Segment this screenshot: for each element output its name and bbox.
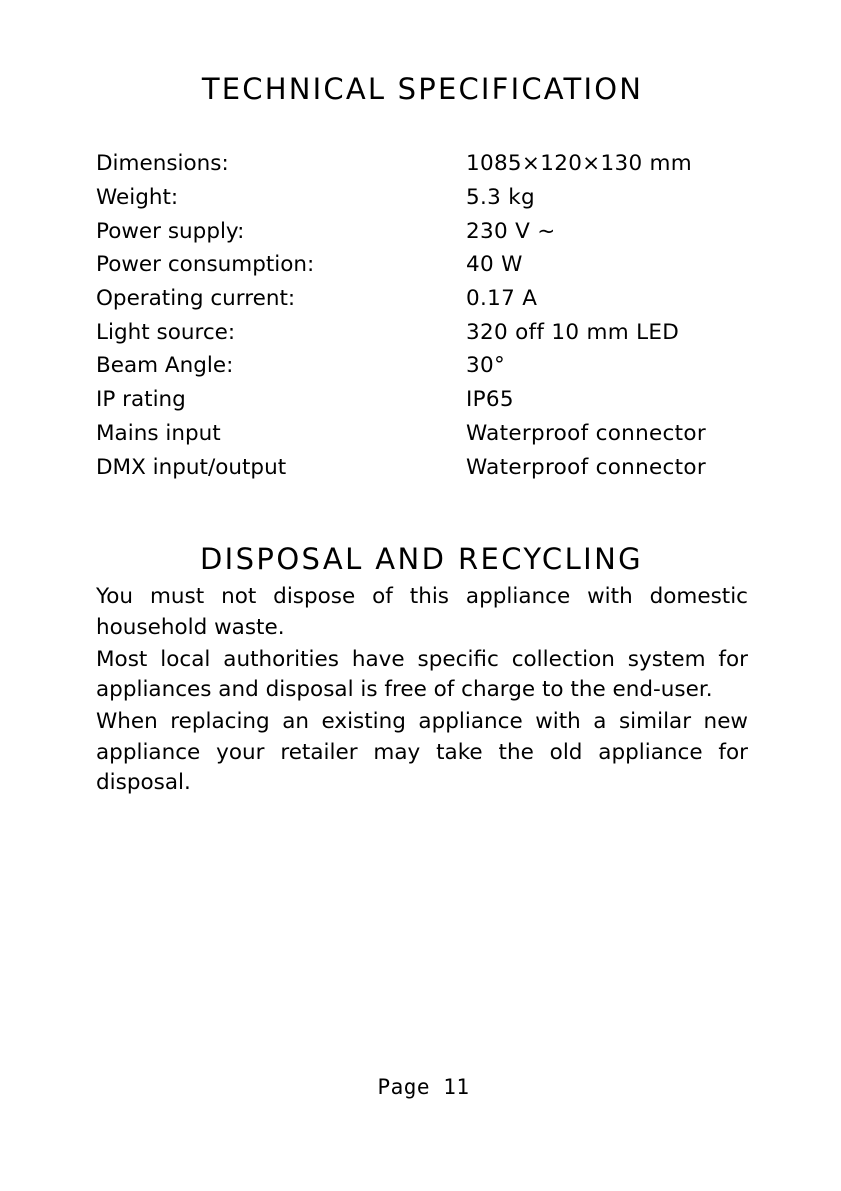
spec-label: Weight: [96,185,179,211]
spec-row [96,214,756,248]
spec-value: 230 V ~ [466,218,556,244]
disposal-heading: DISPOSAL AND RECYCLING [199,542,644,576]
disposal-paragraph: You must not dispose of this appliance with domestic household waste. [96,584,748,640]
spec-value: Waterproof connector [466,420,706,446]
disposal-paragraph: When replacing an existing appliance with a similar new appliance your retailer may take the old appliance for disposal. [96,709,748,795]
spec-heading: TECHNICAL SPECIFICATION [201,72,644,106]
spec-label: Power consumption: [96,252,315,278]
spec-value: 0.17 A [466,286,538,312]
spec-row [96,315,756,349]
spec-row [96,147,756,181]
spec-row [96,417,756,451]
spec-row [96,349,756,383]
spec-label: IP rating [96,387,186,413]
disposal-paragraph: Most local authorities have specific collection system for appliances and disposal is free of charge to the end-user. [96,646,748,702]
spec-label: Operating current: [96,286,296,312]
page-number: Page 11 [377,1075,470,1099]
spec-value: 30° [466,353,506,379]
spec-value: 5.3 kg [466,185,535,211]
spec-label: Dimensions: [96,151,229,177]
spec-row [96,383,756,417]
spec-label: DMX input/output [96,454,287,480]
spec-row [96,248,756,282]
spec-value: 40 W [466,252,523,278]
spec-row [96,450,756,484]
spec-value: IP65 [466,387,514,413]
spec-value: Waterproof connector [466,454,706,480]
spec-label: Power supply: [96,218,245,244]
spec-row [96,282,756,316]
spec-label: Light source: [96,319,236,345]
spec-value: 1085×120×130 mm [466,151,693,177]
spec-value: 320 off 10 mm LED [466,319,680,345]
disposal-body [96,582,748,800]
spec-label: Beam Angle: [96,353,234,379]
spec-label: Mains input [96,420,221,446]
spec-row [96,181,756,215]
spec-table [96,147,756,484]
